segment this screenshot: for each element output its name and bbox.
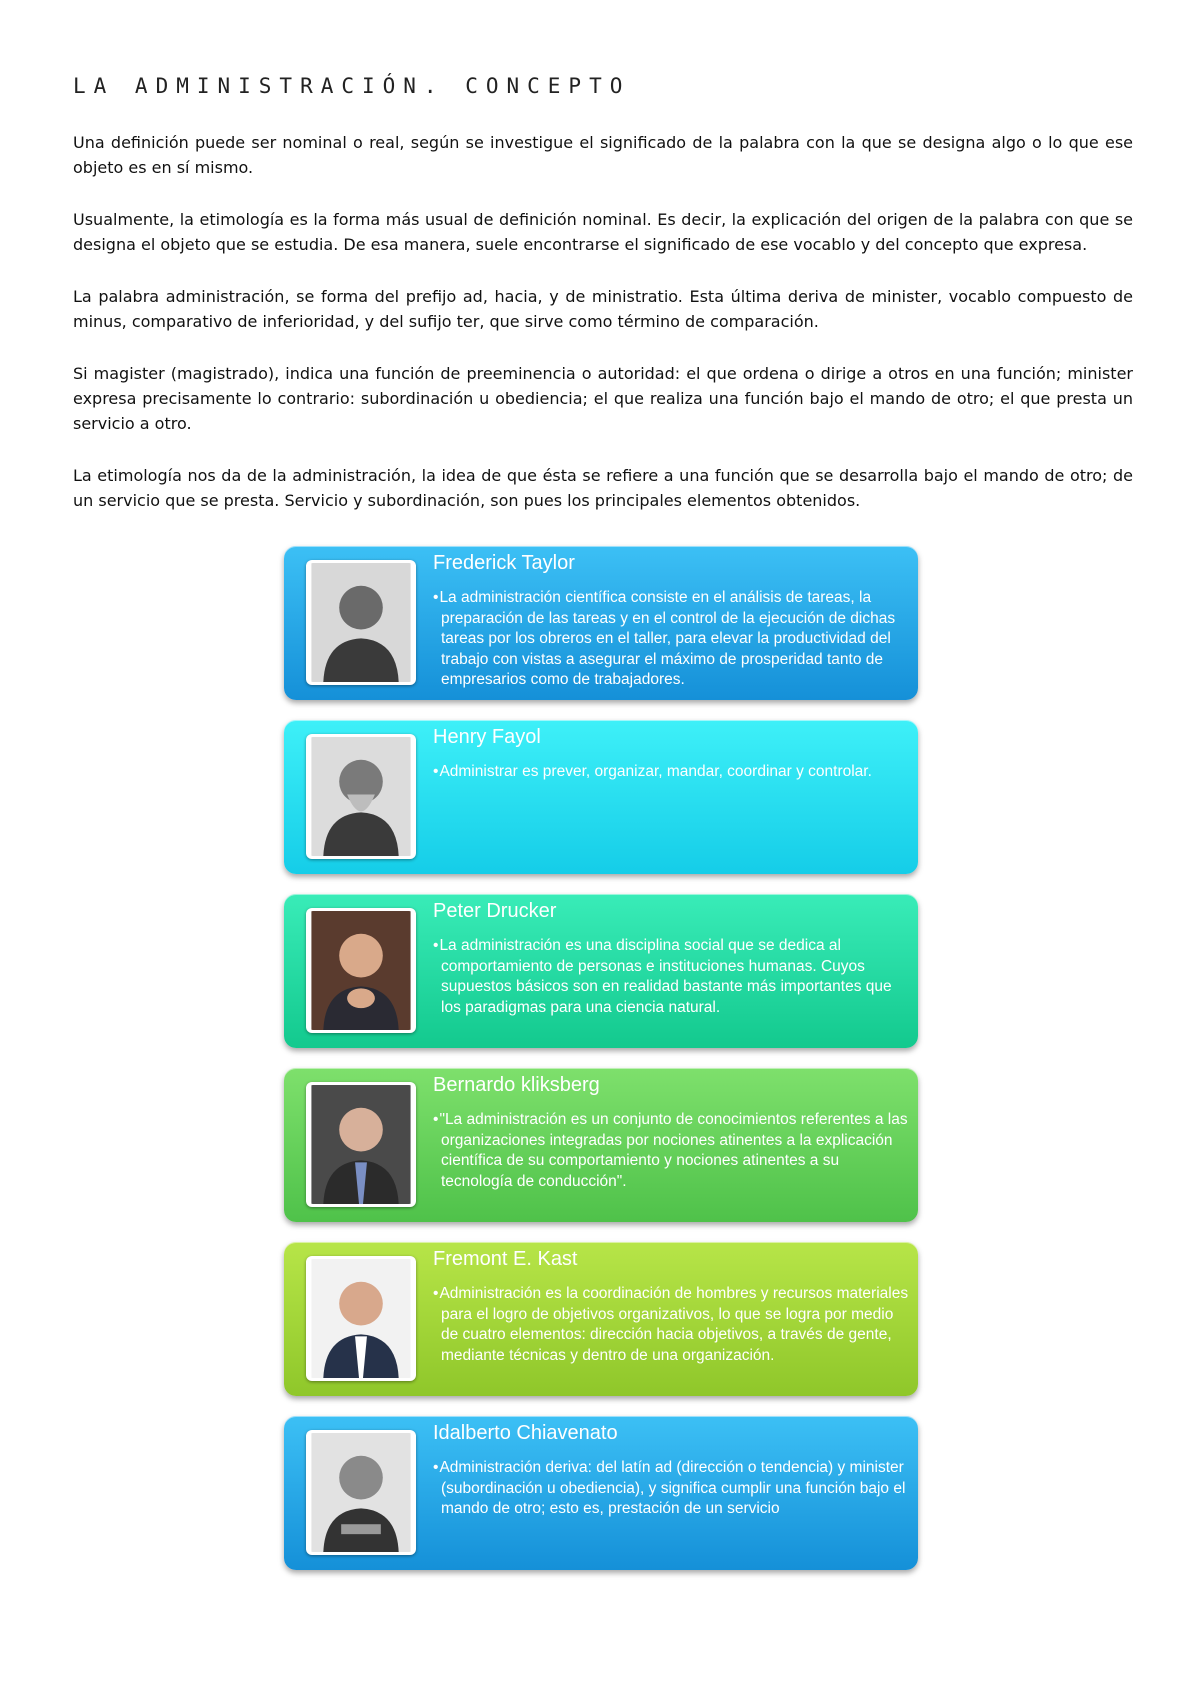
bullet: • [433, 589, 439, 606]
author-card [284, 1242, 918, 1396]
bullet: • [433, 1459, 439, 1476]
portrait-silhouette [309, 1433, 413, 1552]
author-card [284, 546, 918, 700]
portrait-photo-icon [306, 1430, 416, 1555]
bullet: • [433, 1111, 439, 1128]
bullet: • [433, 937, 439, 954]
author-definition [433, 1458, 911, 1520]
page-title: LA ADMINISTRACIÓN. CONCEPTO [73, 74, 631, 98]
body-text [73, 130, 1133, 540]
author-definition [433, 1284, 911, 1366]
portrait-silhouette [309, 563, 413, 682]
bullet: • [433, 763, 439, 780]
portrait-photo-icon [306, 560, 416, 685]
paragraph: La palabra administración, se forma del prefijo ad, hacia, y de ministratio. Esta última deriva de minister, vocablo compuesto de minus, comparativo de inferioridad, y del sufijo ter, que sirve como término de comparación. [73, 287, 1133, 331]
portrait-silhouette [309, 737, 413, 856]
author-name: Henry Fayol [433, 726, 541, 748]
author-definition [433, 762, 911, 783]
paragraph: Usualmente, la etimología es la forma más usual de definición nominal. Es decir, la explicación del origen de la palabra con que se designa el objeto que se estudia. De esa manera, suele encontrarse el significado de ese vocablo y del concepto que expresa. [73, 210, 1133, 254]
author-card [284, 894, 918, 1048]
definition-text: La administración es una disciplina social que se dedica al comportamiento de personas e instituciones humanas. Cuyos supuestos básicos son en realidad bastante más importantes que los paradigmas para una ciencia natural. [439, 937, 892, 1016]
definition-text: Administración deriva: del latín ad (dirección o tendencia) y minister (subordinación u obediencia), y significa cumplir una función bajo el mando de otro; esto es, prestación de un servicio [439, 1459, 906, 1517]
author-card [284, 1416, 918, 1570]
author-name: Fremont E. Kast [433, 1248, 578, 1270]
portrait-silhouette [309, 1259, 413, 1378]
author-definitions-list [284, 546, 918, 1590]
author-name: Bernardo kliksberg [433, 1074, 600, 1096]
definition-text: Administrar es prever, organizar, mandar, coordinar y controlar. [439, 763, 872, 780]
definition-text: La administración científica consiste en el análisis de tareas, la preparación de las tareas y en el control de la ejecución de dichas tareas por los obreros en el taller, para elevar la productividad del trabajo con vistas a asegurar el máximo de prosperidad tanto de empresarios como de trabajadores. [439, 589, 896, 688]
definition-text: "La administración es un conjunto de conocimientos referentes a las organizaciones integradas por nociones atinentes a la explicación científica de su comportamiento y nociones atinentes a su tecnología de conducción". [439, 1111, 908, 1190]
portrait-photo-icon [306, 1082, 416, 1207]
author-definition [433, 936, 911, 1018]
author-definition [433, 588, 911, 691]
author-name: Peter Drucker [433, 900, 557, 922]
author-name: Frederick Taylor [433, 552, 575, 574]
portrait-photo-icon [306, 908, 416, 1033]
portrait-photo-icon [306, 1256, 416, 1381]
bullet: • [433, 1285, 439, 1302]
paragraph: La etimología nos da de la administración, la idea de que ésta se refiere a una función que se desarrolla bajo el mando de otro; de un servicio que se presta. Servicio y subordinación, son pues los principales elementos obtenidos. [73, 466, 1133, 510]
author-card [284, 1068, 918, 1222]
author-name: Idalberto Chiavenato [433, 1422, 618, 1444]
portrait-silhouette [309, 1085, 413, 1204]
paragraph: Si magister (magistrado), indica una función de preeminencia o autoridad: el que ordena o dirige a otros en una función; minister expresa precisamente lo contrario: subordinación u obediencia; el que realiza una función bajo el mando de otro; el que presta un servicio a otro. [73, 364, 1133, 433]
author-definition [433, 1110, 911, 1192]
definition-text: Administración es la coordinación de hombres y recursos materiales para el logro de objetivos organizativos, lo que se logra por medio de cuatro elementos: dirección hacia objetivos, a través de gente, mediante técnicas y dentro de una organización. [439, 1285, 909, 1364]
portrait-silhouette [309, 911, 413, 1030]
paragraph: Una definición puede ser nominal o real, según se investigue el significado de la palabra con la que se designa algo o lo que ese objeto es en sí mismo. [73, 133, 1133, 177]
author-card [284, 720, 918, 874]
portrait-photo-icon [306, 734, 416, 859]
